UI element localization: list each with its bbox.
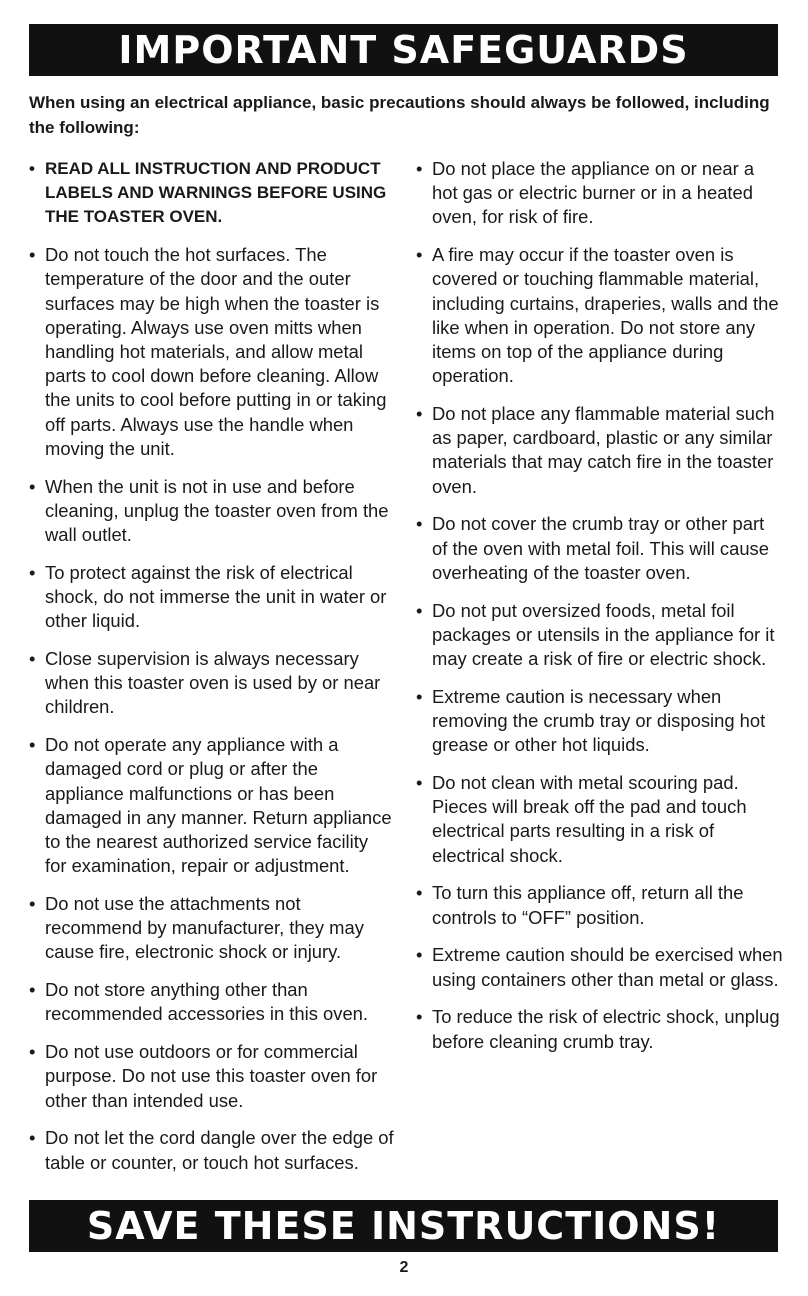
list-item: • READ ALL INSTRUCTION AND PRODUCT LABELS AND WARNINGS BEFORE USING THE TOASTER OVEN.: [29, 157, 394, 230]
list-item: • Do not let the cord dangle over the edge of table or counter, or touch hot surfaces.: [29, 1126, 394, 1174]
list-item: • Do not clean with metal scouring pad. Pieces will break off the pad and touch electrical parts resulting in a risk of electrical shock.: [416, 771, 784, 868]
footer-banner: [29, 1200, 778, 1252]
safeguards-list-left: [29, 157, 394, 1188]
list-item: • Do not use the attachments not recommend by manufacturer, they may cause fire, electronic shock or injury.: [29, 892, 394, 965]
list-item: • Do not store anything other than recommended accessories in this oven.: [29, 978, 394, 1026]
list-item: • Do not use outdoors or for commercial purpose. Do not use this toaster oven for other than intended use.: [29, 1040, 394, 1113]
intro-text: When using an electrical appliance, basic precautions should always be followed, including the following:: [29, 93, 770, 137]
safeguards-list-right: [416, 157, 784, 1067]
page-number: 2: [399, 1259, 409, 1276]
save-instructions-title: SAVE THESE INSTRUCTIONS!: [86, 1204, 721, 1248]
list-item: • Do not cover the crumb tray or other part of the oven with metal foil. This will cause overheating of the toaster oven.: [416, 512, 784, 585]
list-item: • To turn this appliance off, return all the controls to “OFF” position.: [416, 881, 784, 929]
list-item: • Close supervision is always necessary when this toaster oven is used by or near children.: [29, 647, 394, 720]
list-item: • Extreme caution is necessary when removing the crumb tray or disposing hot grease or other hot liquids.: [416, 685, 784, 758]
list-item: • Do not place any flammable material such as paper, cardboard, plastic or any similar materials that may catch fire in the toaster oven.: [416, 402, 784, 499]
list-item: • When the unit is not in use and before cleaning, unplug the toaster oven from the wall outlet.: [29, 475, 394, 548]
list-item: • Do not touch the hot surfaces. The temperature of the door and the outer surfaces may be high when the toaster is operating. Always use oven mitts when handling hot materials, and allow metal parts to cool down before cleaning. Allow the units to cool before putting in or taking off parts. Always use the handle when moving the unit.: [29, 243, 394, 461]
list-item: • To reduce the risk of electric shock, unplug before cleaning crumb tray.: [416, 1005, 784, 1053]
list-item: • Do not place the appliance on or near a hot gas or electric burner or in a heated oven, for risk of fire.: [416, 157, 784, 230]
list-item: • A fire may occur if the toaster oven is covered or touching flammable material, including curtains, draperies, walls and the like when in operation. Do not store any items on top of the appliance during operation.: [416, 243, 784, 388]
list-item: • Do not operate any appliance with a damaged cord or plug or after the appliance malfunctions or has been damaged in any manner. Return appliance to the nearest authorized service facility for examination, repair or adjustment.: [29, 733, 394, 878]
page-title: IMPORTANT SAFEGUARDS: [118, 28, 689, 72]
list-item: • Do not put oversized foods, metal foil packages or utensils in the appliance for it may create a risk of fire or electric shock.: [416, 599, 784, 672]
list-item: • To protect against the risk of electrical shock, do not immerse the unit in water or other liquid.: [29, 561, 394, 634]
header-banner: [29, 24, 778, 76]
list-item: • Extreme caution should be exercised when using containers other than metal or glass.: [416, 943, 784, 991]
